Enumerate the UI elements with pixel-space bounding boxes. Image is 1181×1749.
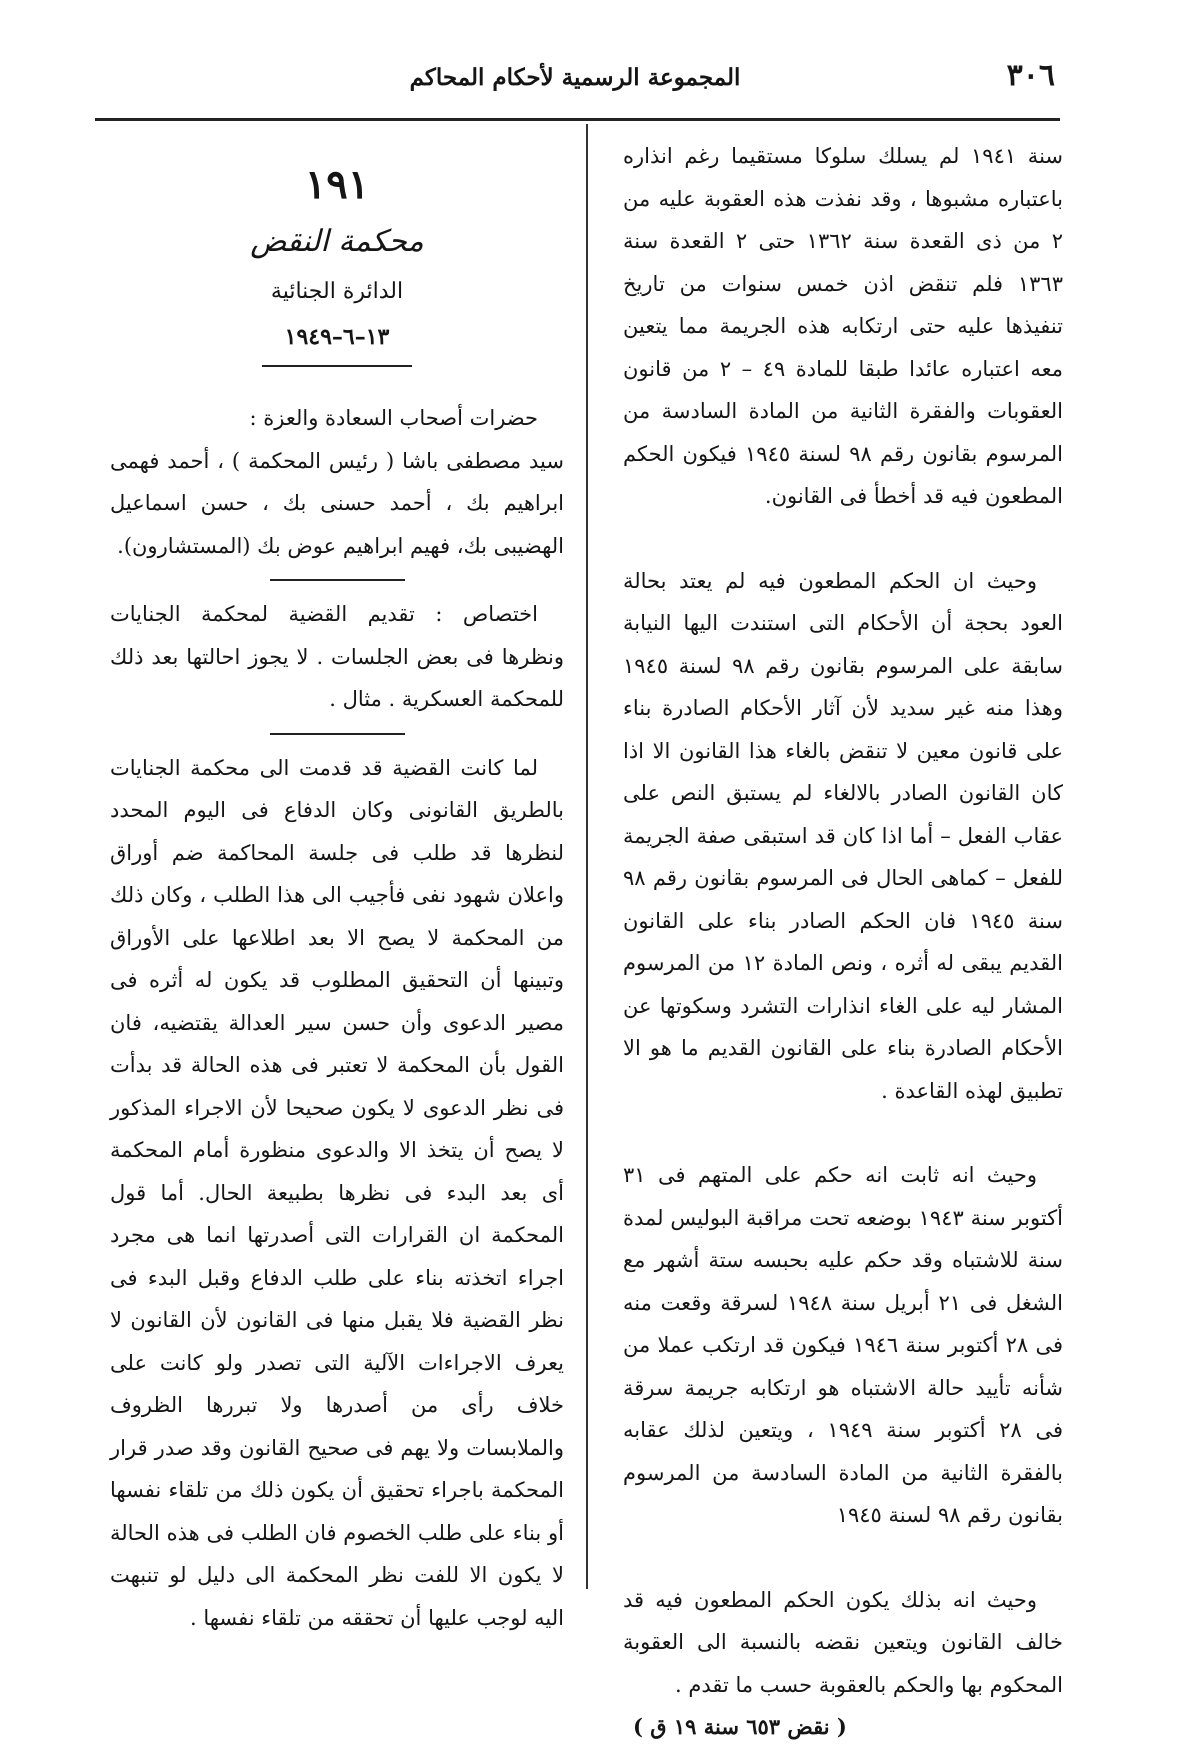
case-number: ١٩١ — [304, 161, 370, 208]
court-circuit: الدائرة الجنائية — [270, 279, 404, 304]
right-column — [623, 135, 1063, 1749]
section-rule — [270, 733, 405, 735]
court-name: محكمة النقض — [250, 224, 424, 259]
judgment-body: لما كانت القضية قد قدمت الى محكمة الجنايات بالطريق القانونى وكان الدفاع فى اليوم المحدد لنظرها قد طلب فى جلسة المحاكمة ضم أوراق واعلان شهود نفى فأجيب الى هذا الطلب ، وكان ذلك من المحكمة لا يصح الا بعد اطلاعها على الأوراق وتبينها أن التحقيق المطلوب قد يكون له أثره فى مصير الدعوى وأن حسن سير العدالة يقتضيه، فان القول بأن المحكمة لا تعتبر فى هذه الحالة قد بدأت فى نظر الدعوى لا يكون صحيحا لأن الاجراء المذكور لا يصح أن يتخذ الا والدعوى منظورة أمام المحكمة أى بعد البدء فى نظرها بطبيعة الحال. أما قول المحكمة ان القرارات التى أصدرتها انما هى مجرد اجراء اتخذته بناء على طلب الدفاع وقبل البدء فى نظر القضية فلا يقبل منها فى القانون لأن القانون لا يعرف الاجراءات الآلية التى تصدر ولو كانت على خلاف رأى من أصدرها ولا تبررها الظروف والملابسات ولا يهم فى صحيح القانون وقد صدر قرار المحكمة باجراء تحقيق أن يكون ذلك من تلقاء نفسها أو بناء على طلب الخصوم فان الطلب فى هذه الحالة لا يكون الا للفت نظر المحكمة الى دليل لو تنبهت اليه لوجب عليها أن تحققه من تلقاء نفسها . — [110, 755, 564, 1630]
section-rule — [262, 365, 412, 367]
paragraph-conclusion: وحيث انه بذلك يكون الحكم المطعون فيه قد خالف القانون ويتعين نقضه بالنسبة الى العقوبة المحكوم بها والحكم بالعقوبة حسب ما تقدم . — [623, 1587, 1063, 1697]
session-date: ١٣–٦–١٩٤٩ — [284, 324, 390, 350]
bench-members: سيد مصطفى باشا ( رئيس المحكمة ) ، أحمد فهمى ابراهيم بك ، أحمد حسنى بك ، حسن اسماعيل الهضيبى بك، فهيم ابراهيم عوض بك (المستشارون). — [110, 448, 564, 558]
column-divider — [586, 124, 588, 1589]
header-rule — [95, 118, 1060, 121]
running-title: المجموعة الرسمية لأحكام المحاكم — [409, 64, 741, 91]
left-column — [110, 135, 564, 1639]
section-rule — [270, 579, 405, 581]
paragraph-prior-judgments: وحيث ان الحكم المطعون فيه لم يعتد بحالة العود بحجة أن الأحكام التى استندت اليها النيابة سابقة على المرسوم بقانون رقم ٩٨ لسنة ١٩٤٥ وهذا منه غير سديد لأن آثار الأحكام الصادرة بناء على قانون معين لا تنقض بالغاء هذا القانون الا اذا كان القانون الصادر بالالغاء لم يستبق النص على عقاب الفعل – أما اذا كان قد استبقى صفة الجريمة للفعل – كماهى الحال فى المرسوم بقانون رقم ٩٨ سنة ١٩٤٥ فان الحكم الصادر بناء على القانون القديم يبقى له أثره ، ونص المادة ١٢ من المرسوم المشار ليه على الغاء انذارات التشرد وسكوتها عن الأحكام الصادرة بناء على القانون القديم ما هو الا تطبيق لهذه القاعدة . — [623, 568, 1064, 1103]
paragraph-facts: وحيث انه ثابت انه حكم على المتهم فى ٣١ أكتوبر سنة ١٩٤٣ بوضعه تحت مراقبة البوليس لمدة سنة للاشتباه وقد حكم عليه بحبسه ستة أشهر مع الشغل فى ٢١ أبريل سنة ١٩٤٨ لسرقة وقعت منه فى ٢٨ أكتوبر سنة ١٩٤٦ فيكون قد ارتكب عملا من شأنه تأييد حالة الاشتباه هو ارتكابه جريمة سرقة فى ٢٨ أكتوبر سنة ١٩٤٩ ، ويتعين لذلك عقابه بالفقرة الثانية من المادة السادسة من المرسوم بقانون رقم ٩٨ لسنة ١٩٤٥ — [623, 1163, 1064, 1527]
headnote: اختصاص : تقديم القضية لمحكمة الجنايات ونظرها فى بعض الجلسات . لا يجوز احالتها بعد ذلك للمحكمة العسكرية . مثال . — [110, 602, 564, 711]
case-citation: ( نقض ٦٥٣ سنة ١٩ ق ) — [633, 1714, 847, 1739]
page-header — [95, 58, 1055, 118]
paragraph-recidivism: سنة ١٩٤١ لم يسلك سلوكا مستقيما رغم انذاره باعتباره مشبوها ، وقد نفذت هذه العقوبة عليه من ٢ من ذى القعدة سنة ١٣٦٢ حتى ٢ القعدة سنة ١٣٦٣ فلم تنقض اذن خمس سنوات من تاريخ تنفيذها عليه حتى ارتكابه هذه الجريمة مما يتعين معه اعتباره عائدا طبقا للمادة ٤٩ – ٢ من قانون العقوبات والفقرة الثانية من المادة السادسة من المرسوم بقانون رقم ٩٨ لسنة ١٩٤٥ فيكون الحكم المطعون فيه قد أخطأ فى القانون. — [623, 144, 1064, 508]
page-number: ٣٠٦ — [1006, 58, 1055, 93]
bench-intro: حضرات أصحاب السعادة والعزة : — [249, 406, 538, 430]
